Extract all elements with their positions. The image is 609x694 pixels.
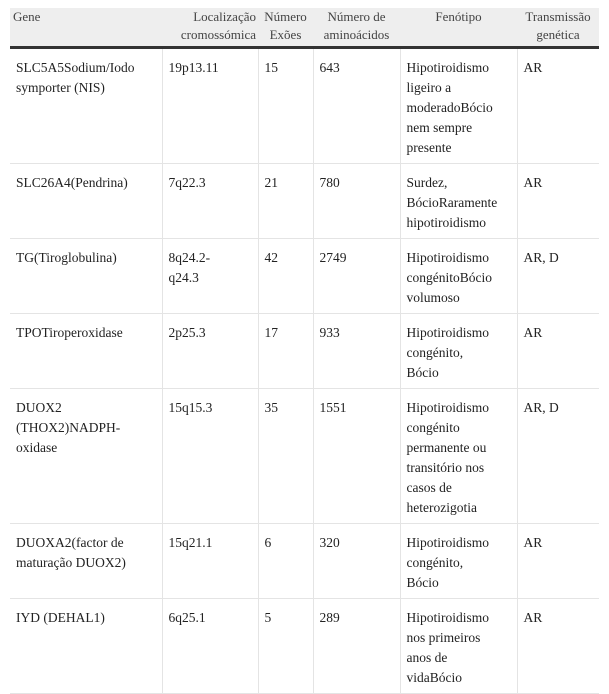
table-row: [10, 164, 599, 239]
table-header-row: [10, 8, 599, 48]
header-exons: [258, 8, 313, 48]
cell-line: AR, D: [523, 250, 559, 265]
cell-line: ligeiro a: [406, 80, 452, 95]
exons-cell: [258, 164, 313, 239]
gene-cell: [10, 599, 162, 694]
gene-table: [10, 8, 599, 694]
header-transmission: [517, 8, 599, 48]
cell-line: volumoso: [406, 290, 460, 305]
amino-acids-cell: [313, 389, 400, 524]
phenotype-cell: [400, 239, 517, 314]
cell-line: 6q25.1: [168, 610, 206, 625]
cell-line: 15q15.3: [168, 400, 213, 415]
cell-line: permanente ou: [406, 440, 487, 455]
cell-line: 35: [264, 400, 278, 415]
cell-line: presente: [406, 140, 452, 155]
cell-line: AR: [523, 535, 543, 550]
header-gene: [10, 8, 162, 48]
cell-line: 2p25.3: [168, 325, 206, 340]
cell-line: Hipotiroidismo: [406, 400, 490, 415]
cell-line: 6: [264, 535, 272, 550]
cell-line: 780: [319, 175, 340, 190]
header-line: Localização: [193, 9, 256, 24]
location-cell: [162, 239, 258, 314]
cell-line: 17: [264, 325, 278, 340]
cell-line: congénitoBócio: [406, 270, 492, 285]
exons-cell: [258, 314, 313, 389]
cell-line: TPOTiroperoxidase: [16, 325, 123, 340]
cell-line: heterozigotia: [406, 500, 477, 515]
cell-line: Hipotiroidismo: [406, 325, 490, 340]
cell-line: 8q24.2-: [168, 250, 211, 265]
table-row: [10, 389, 599, 524]
cell-line: hipotiroidismo: [406, 215, 487, 230]
location-cell: [162, 164, 258, 239]
header-line: Transmissão: [525, 9, 591, 24]
cell-line: 933: [319, 325, 340, 340]
table-row: [10, 599, 599, 694]
amino-acids-cell: [313, 164, 400, 239]
cell-line: DUOXA2(factor de: [16, 535, 124, 550]
amino-acids-cell: [313, 599, 400, 694]
amino-acids-cell: [313, 524, 400, 599]
exons-cell: [258, 239, 313, 314]
cell-line: congénito: [406, 420, 460, 435]
cell-line: symporter (NIS): [16, 80, 105, 95]
cell-line: Hipotiroidismo: [406, 535, 490, 550]
cell-line: 289: [319, 610, 340, 625]
cell-line: Bócio: [406, 575, 439, 590]
amino-acids-cell: [313, 314, 400, 389]
cell-line: oxidase: [16, 440, 58, 455]
cell-line: SLC26A4(Pendrina): [16, 175, 128, 190]
transmission-cell: [517, 314, 599, 389]
cell-line: maturação DUOX2): [16, 555, 126, 570]
cell-line: vidaBócio: [406, 670, 462, 685]
cell-line: Bócio: [406, 365, 439, 380]
table-row: [10, 48, 599, 164]
cell-line: congénito,: [406, 555, 464, 570]
cell-line: transitório nos: [406, 460, 485, 475]
location-cell: [162, 389, 258, 524]
header-line: cromossómica: [180, 27, 256, 42]
header-phenotype: [400, 8, 517, 48]
cell-line: q24.3: [168, 270, 199, 285]
header-line: Gene: [13, 9, 41, 24]
header-line: genética: [536, 27, 580, 42]
phenotype-cell: [400, 524, 517, 599]
location-cell: [162, 314, 258, 389]
cell-line: BócioRaramente: [406, 195, 498, 210]
transmission-cell: [517, 389, 599, 524]
table-row: [10, 239, 599, 314]
phenotype-cell: [400, 314, 517, 389]
cell-line: 42: [264, 250, 278, 265]
cell-line: DUOX2: [16, 400, 62, 415]
header-amino-acids: [313, 8, 400, 48]
location-cell: [162, 524, 258, 599]
cell-line: anos de: [406, 650, 448, 665]
exons-cell: [258, 48, 313, 164]
gene-cell: [10, 239, 162, 314]
exons-cell: [258, 389, 313, 524]
phenotype-cell: [400, 164, 517, 239]
cell-line: 2749: [319, 250, 347, 265]
header-location: [162, 8, 258, 48]
cell-line: nem sempre: [406, 120, 473, 135]
phenotype-cell: [400, 389, 517, 524]
cell-line: congénito,: [406, 345, 464, 360]
cell-line: moderadoBócio: [406, 100, 493, 115]
cell-line: 320: [319, 535, 340, 550]
transmission-cell: [517, 48, 599, 164]
cell-line: Hipotiroidismo: [406, 250, 490, 265]
header-line: Exões: [269, 27, 302, 42]
cell-line: AR: [523, 325, 543, 340]
cell-line: TG(Tiroglobulina): [16, 250, 117, 265]
exons-cell: [258, 524, 313, 599]
cell-line: nos primeiros: [406, 630, 481, 645]
table-row: [10, 524, 599, 599]
cell-line: Surdez,: [406, 175, 448, 190]
phenotype-cell: [400, 599, 517, 694]
cell-line: AR, D: [523, 400, 559, 415]
cell-line: 7q22.3: [168, 175, 206, 190]
table-row: [10, 314, 599, 389]
amino-acids-cell: [313, 48, 400, 164]
gene-cell: [10, 48, 162, 164]
cell-line: casos de: [406, 480, 452, 495]
transmission-cell: [517, 524, 599, 599]
cell-line: 21: [264, 175, 278, 190]
transmission-cell: [517, 164, 599, 239]
cell-line: (THOX2)NADPH-: [16, 420, 121, 435]
header-line: Número: [264, 9, 307, 24]
cell-line: 15: [264, 60, 278, 75]
gene-cell: [10, 524, 162, 599]
transmission-cell: [517, 599, 599, 694]
gene-cell: [10, 164, 162, 239]
cell-line: 5: [264, 610, 272, 625]
cell-line: 643: [319, 60, 340, 75]
cell-line: AR: [523, 175, 543, 190]
cell-line: 1551: [319, 400, 347, 415]
cell-line: 19p13.11: [168, 60, 219, 75]
cell-line: SLC5A5Sodium/Iodo: [16, 60, 135, 75]
location-cell: [162, 599, 258, 694]
gene-cell: [10, 389, 162, 524]
amino-acids-cell: [313, 239, 400, 314]
exons-cell: [258, 599, 313, 694]
cell-line: Hipotiroidismo: [406, 610, 490, 625]
header-line: Número de: [327, 9, 386, 24]
gene-cell: [10, 314, 162, 389]
cell-line: AR: [523, 60, 543, 75]
transmission-cell: [517, 239, 599, 314]
cell-line: 15q21.1: [168, 535, 213, 550]
phenotype-cell: [400, 48, 517, 164]
location-cell: [162, 48, 258, 164]
cell-line: IYD (DEHAL1): [16, 610, 105, 625]
cell-line: Hipotiroidismo: [406, 60, 490, 75]
cell-line: AR: [523, 610, 543, 625]
table-body: [10, 48, 599, 694]
header-line: Fenótipo: [435, 9, 482, 24]
header-line: aminoácidos: [323, 27, 390, 42]
